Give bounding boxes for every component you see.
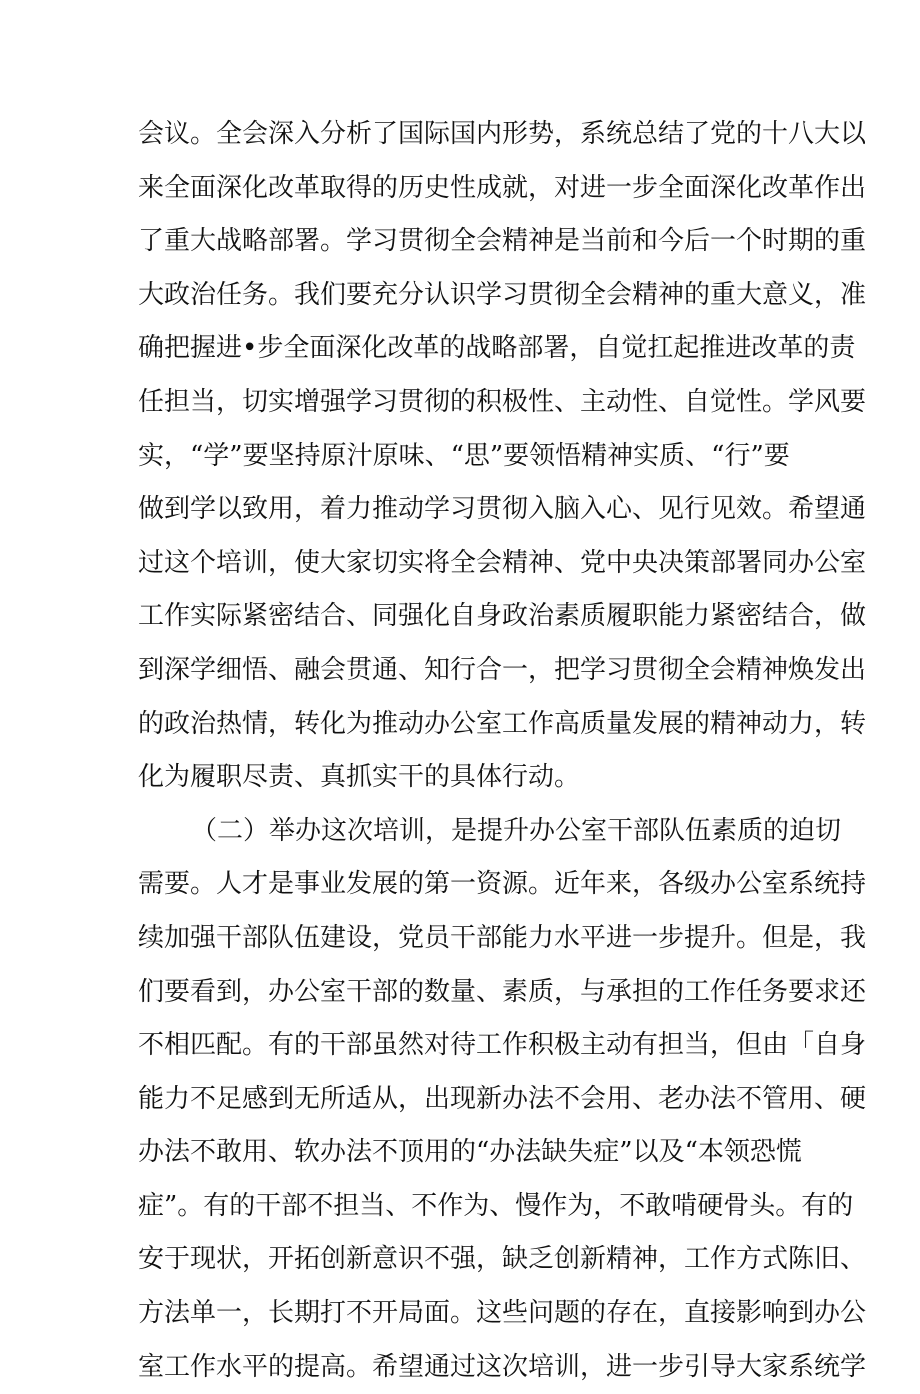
text-line: 到深学细悟、融会贯通、知行合一，把学习贯彻全会精神焕发出 bbox=[138, 654, 867, 685]
body-text bbox=[138, 108, 867, 1394]
text-line: 做到学以致用，着力推动学习贯彻入脑入心、见行见效。希望通 bbox=[138, 494, 867, 525]
paragraph-1 bbox=[138, 108, 867, 805]
paragraph-2 bbox=[138, 805, 867, 1394]
text-line: 方法单一，长期打不开局面。这些问题的存在，直接影响到办公 bbox=[138, 1298, 867, 1329]
text-line: 安于现状，开拓创新意识不强，缺乏创新精神，工作方式陈旧、 bbox=[138, 1244, 867, 1275]
text-line: 实，“学”要坚持原汁原味、“思”要领悟精神实质、“行”要 bbox=[138, 440, 790, 471]
text-line: 室工作水平的提高。希望通过这次培训，进一步引导大家系统学 bbox=[138, 1351, 867, 1382]
text-line: （二）举办这次培训，是提升办公室干部队伍素质的迫切 bbox=[191, 815, 842, 846]
text-line: 大政治任务。我们要充分认识学习贯彻全会精神的重大意义，准 bbox=[138, 279, 867, 310]
text-line: 的政治热情，转化为推动办公室工作高质量发展的精神动力，转 bbox=[138, 708, 867, 739]
text-line: 不相匹配。有的干部虽然对待工作积极主动有担当，但由「自身 bbox=[138, 1030, 867, 1061]
text-line: 续加强干部队伍建设，党员干部能力水平进一步提升。但是，我 bbox=[138, 922, 867, 953]
text-line: 过这个培训，使大家切实将全会精神、党中央决策部署同办公室 bbox=[138, 547, 867, 578]
text-line: 来全面深化改革取得的历史性成就，对进一步全面深化改革作出 bbox=[138, 172, 867, 203]
text-line: 工作实际紧密结合、同强化自身政治素质履职能力紧密结合，做 bbox=[138, 601, 867, 632]
text-line: 了重大战略部署。学习贯彻全会精神是当前和今后一个时期的重 bbox=[138, 226, 867, 257]
text-line: 们要看到，办公室干部的数量、素质，与承担的工作任务要求还 bbox=[138, 976, 867, 1007]
text-line: 化为履职尽责、真抓实干的具体行动。 bbox=[138, 762, 581, 793]
text-line: 任担当，切实增强学习贯彻的积极性、主动性、自觉性。学风要 bbox=[138, 386, 867, 417]
text-line: 症”。有的干部不担当、不作为、慢作为，不敢啃硬骨头。有的 bbox=[138, 1190, 854, 1221]
text-line: 需要。人才是事业发展的第一资源。近年来，各级办公室系统持 bbox=[138, 869, 867, 900]
text-line: 会议。全会深入分析了国际国内形势，系统总结了党的十八大以 bbox=[138, 119, 867, 149]
text-line: 办法不敢用、软办法不顶用的“办法缺失症”以及“本领恐慌 bbox=[138, 1137, 802, 1168]
text-line: 能力不足感到无所适从，出现新办法不会用、老办法不管用、硬 bbox=[138, 1083, 867, 1114]
text-line: 确把握进•步全面深化改革的战略部署，自觉扛起推进改革的责 bbox=[138, 333, 856, 364]
